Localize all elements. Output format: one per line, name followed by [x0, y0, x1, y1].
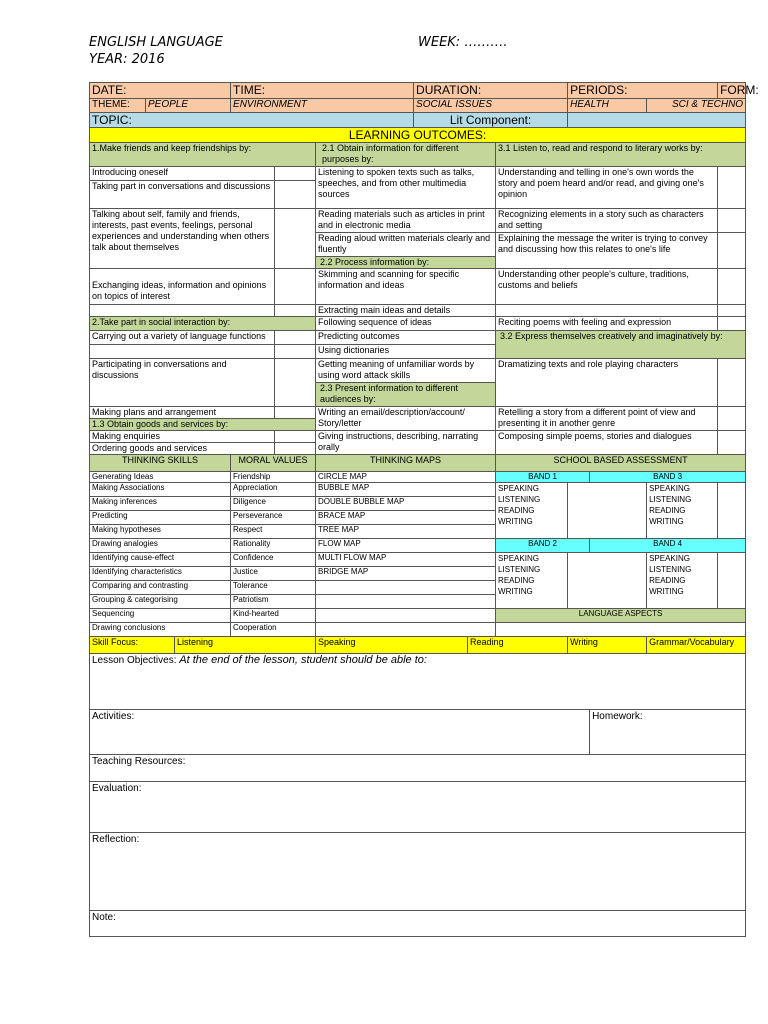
moral-value: Appreciation [231, 483, 316, 497]
thinking-skill: Grouping & categorising [90, 595, 231, 609]
moral-value: Perseverance [231, 511, 316, 525]
band-2-header: BAND 2 [496, 539, 590, 553]
thinking-map: CIRCLE MAP [316, 472, 496, 483]
moral-value: Cooperation [231, 623, 316, 637]
lo-heading-2-1: 2.1 Obtain information for different purposes by: [316, 143, 496, 167]
thinking-map [316, 581, 496, 595]
resources-row [90, 755, 746, 782]
theme-environment[interactable]: ENVIRONMENT [231, 99, 414, 113]
skill-focus-grammar[interactable]: Grammar/Vocabulary [647, 637, 746, 654]
activities-row [90, 710, 746, 755]
thinking-map: BRACE MAP [316, 511, 496, 525]
lo-item: Writing an email/description/account/ Story/letter [316, 407, 496, 431]
thinking-skills-header: THINKING SKILLS [90, 455, 231, 472]
lesson-plan-table [89, 82, 759, 937]
skills-row [90, 472, 746, 483]
lo-item: Introducing oneself [90, 167, 275, 181]
band-1-speaking: SPEAKING [498, 484, 539, 493]
reflection-field[interactable]: Reflection: [90, 833, 746, 911]
lo-item: Reading materials such as articles in print and in electronic media [316, 209, 496, 233]
lo-row [90, 359, 746, 383]
lo-header-row [90, 143, 746, 167]
band-4-speaking: SPEAKING [649, 554, 690, 563]
lo-row [90, 269, 746, 305]
lo-item: Reciting poems with feeling and expression [496, 317, 718, 331]
band-4-skills [647, 553, 718, 609]
sba-header: SCHOOL BASED ASSESSMENT [496, 455, 746, 472]
lo-item: Participating in conversations and discussions [90, 359, 275, 407]
learning-outcomes-title: LEARNING OUTCOMES: [90, 128, 746, 143]
skill-focus-row [90, 637, 746, 654]
band-4-reading: READING [649, 576, 686, 585]
topic-row [90, 113, 746, 128]
lo-item: Exchanging ideas, information and opinions on topics of interest [90, 269, 275, 305]
lo-row [90, 305, 746, 317]
skill-focus-label: Skill Focus: [90, 637, 175, 654]
thinking-map: TREE MAP [316, 525, 496, 539]
moral-value: Respect [231, 525, 316, 539]
theme-social-issues[interactable]: SOCIAL ISSUES [414, 99, 568, 113]
band-2-checkbox[interactable] [568, 553, 647, 609]
thinking-map: BUBBLE MAP [316, 483, 496, 497]
band-2-skills [496, 553, 568, 609]
language-aspects-field[interactable] [496, 623, 746, 637]
moral-value: Diligence [231, 497, 316, 511]
skill-focus-writing[interactable]: Writing [568, 637, 647, 654]
band-4-header: BAND 4 [590, 539, 746, 553]
theme-row [90, 99, 746, 113]
thinking-map [316, 623, 496, 637]
evaluation-row [90, 782, 746, 833]
lo-item: Following sequence of ideas [316, 317, 496, 331]
thinking-map: MULTI FLOW MAP [316, 553, 496, 567]
lo-heading-3-2: 3.2 Express themselves creatively and imaginatively by: [496, 331, 746, 359]
lo-item: Getting meaning of unfamiliar words by using word attack skills [316, 359, 496, 383]
lo-heading-2-3: 2.3 Present information to different audiences by: [316, 383, 496, 407]
moral-value: Tolerance [231, 581, 316, 595]
lo-item: Using dictionaries [316, 345, 496, 359]
lo-row [90, 407, 746, 419]
date-field[interactable]: DATE: [90, 83, 231, 99]
skills-header-row [90, 455, 746, 472]
lo-item: Dramatizing texts and role playing characters [496, 359, 718, 407]
band-1-checkbox[interactable] [568, 483, 647, 539]
band-2-writing: WRITING [498, 587, 533, 596]
lo-item: Skimming and scanning for specific information and ideas [316, 269, 496, 305]
lo-item: Making plans and arrangement [90, 407, 275, 419]
lo-row [90, 331, 746, 345]
teaching-resources-field[interactable]: Teaching Resources: [90, 755, 746, 782]
thinking-skill: Making Associations [90, 483, 231, 497]
lo-item: Explaining the message the writer is trying to convey and discussing how this relates to one's life [496, 233, 718, 269]
band-1-writing: WRITING [498, 517, 533, 526]
moral-value: Rationality [231, 539, 316, 553]
skill-focus-speaking[interactable]: Speaking [316, 637, 468, 654]
lit-component-field[interactable]: Lit Component: [414, 113, 568, 128]
thinking-skill: Identifying characteristics [90, 567, 231, 581]
skills-row [90, 539, 746, 553]
lo-item: Retelling a story from a different point of view and presenting it in another genre [496, 407, 718, 431]
thinking-skill: Generating Ideas [90, 472, 231, 483]
evaluation-field[interactable]: Evaluation: [90, 782, 746, 833]
band-1-skills [496, 483, 568, 539]
lesson-objectives-row [90, 654, 746, 710]
homework-field[interactable]: Homework: [590, 710, 746, 755]
lo-item: Taking part in conversations and discussions [90, 181, 275, 209]
thinking-skill: Predicting [90, 511, 231, 525]
info-row [90, 83, 746, 99]
theme-sci-techno[interactable]: SCI & TECHNO [647, 99, 746, 113]
lesson-objectives-field[interactable] [90, 654, 746, 710]
band-4-listening: LISTENING [649, 565, 692, 574]
skills-row [90, 609, 746, 623]
lo-item: Composing simple poems, stories and dialogues [496, 431, 718, 455]
theme-label: THEME: [90, 99, 146, 113]
thinking-skill: Making inferences [90, 497, 231, 511]
band-2-reading: READING [498, 576, 535, 585]
lo-item: Reading aloud written materials clearly and fluently [316, 233, 496, 257]
theme-health[interactable]: HEALTH [568, 99, 647, 113]
lesson-objectives-text: At the end of the lesson, student should be able to: [179, 654, 427, 666]
duration-field[interactable]: DURATION: [414, 83, 568, 99]
lo-heading-1-3: 1.3 Obtain goods and services by: [90, 419, 316, 431]
lo-row [90, 167, 746, 181]
lo-heading-2: 2.Take part in social interaction by: [90, 317, 316, 331]
lo-item: Making enquiries [90, 431, 275, 443]
lo-item: Talking about self, family and friends, interests, past events, feelings, personal experiences and understanding when others talk about themselves [90, 209, 275, 269]
thinking-skill: Comparing and contrasting [90, 581, 231, 595]
lo-item: Recognizing elements in a story such as characters and setting [496, 209, 718, 233]
band-1-reading: READING [498, 506, 535, 515]
activities-field[interactable]: Activities: [90, 710, 590, 755]
time-field[interactable]: TIME: [231, 83, 414, 99]
lo-item: Understanding and telling in one's own words the story and poem heard and/or read, and giving one's opinion [496, 167, 718, 209]
thinking-skill: Sequencing [90, 609, 231, 623]
band-4-writing: WRITING [649, 587, 684, 596]
periods-field[interactable]: PERIODS: [568, 83, 718, 99]
reflection-row [90, 833, 746, 911]
thinking-skill: Making hypotheses [90, 525, 231, 539]
skills-row [90, 483, 746, 497]
thinking-skill: Identifying cause-effect [90, 553, 231, 567]
lo-heading-1: 1.Make friends and keep friendships by: [90, 143, 316, 167]
lo-row [90, 209, 746, 233]
lo-heading-2-2: 2.2 Process information by: [316, 257, 496, 269]
lo-item: Extracting main ideas and details [316, 305, 496, 317]
thinking-map: DOUBLE BUBBLE MAP [316, 497, 496, 511]
skills-row [90, 553, 746, 567]
band-3-writing: WRITING [649, 517, 684, 526]
theme-people[interactable]: PEOPLE [146, 99, 231, 113]
lo-row [90, 431, 746, 443]
year-label: YEAR: 2016 [89, 52, 165, 67]
lo-item: Ordering goods and services [90, 443, 275, 455]
moral-value: Justice [231, 567, 316, 581]
band-3-listening: LISTENING [649, 495, 692, 504]
subject-title: ENGLISH LANGUAGE [89, 35, 223, 50]
note-field[interactable]: Note: [90, 911, 746, 937]
lo-item: Carrying out a variety of language functions [90, 331, 275, 345]
topic-field[interactable]: TOPIC: [90, 113, 414, 128]
band-3-checkbox[interactable] [718, 483, 746, 539]
form-field[interactable]: FORM: [718, 83, 746, 99]
band-2-speaking: SPEAKING [498, 554, 539, 563]
moral-value: Patriotism [231, 595, 316, 609]
skill-focus-listening[interactable]: Listening [175, 637, 316, 654]
lo-item: Listening to spoken texts such as talks, speeches, and from other multimedia sources [316, 167, 496, 209]
band-1-header: BAND 1 [496, 472, 590, 483]
band-4-checkbox[interactable] [718, 553, 746, 609]
band-3-reading: READING [649, 506, 686, 515]
band-3-skills [647, 483, 718, 539]
band-1-listening: LISTENING [498, 495, 541, 504]
thinking-skill: Drawing analogies [90, 539, 231, 553]
lit-component-value[interactable] [568, 113, 746, 128]
thinking-map: FLOW MAP [316, 539, 496, 553]
thinking-skill: Drawing conclusions [90, 623, 231, 637]
lo-row [90, 317, 746, 331]
thinking-map: BRIDGE MAP [316, 567, 496, 581]
lesson-objectives-label: Lesson Objectives: [92, 655, 177, 666]
lo-heading-3-1: 3.1 Listen to, read and respond to literary works by: [496, 143, 746, 167]
skill-focus-reading[interactable]: Reading [468, 637, 568, 654]
thinking-map [316, 595, 496, 609]
lo-item: Predicting outcomes [316, 331, 496, 345]
week-label: WEEK: ………. [418, 35, 508, 50]
language-aspects-header: LANGUAGE ASPECTS [496, 609, 746, 623]
learning-outcomes-title-row [90, 128, 746, 143]
thinking-map [316, 609, 496, 623]
moral-value: Friendship [231, 472, 316, 483]
moral-value: Kind-hearted [231, 609, 316, 623]
band-3-speaking: SPEAKING [649, 484, 690, 493]
band-3-header: BAND 3 [590, 472, 746, 483]
skills-row [90, 623, 746, 637]
thinking-maps-header: THINKING MAPS [316, 455, 496, 472]
moral-value: Confidence [231, 553, 316, 567]
lesson-plan-form [89, 82, 759, 937]
lo-item: Understanding other people's culture, traditions, customs and beliefs [496, 269, 718, 305]
band-2-listening: LISTENING [498, 565, 541, 574]
note-row [90, 911, 746, 937]
lo-item: Giving instructions, describing, narrating orally [316, 431, 496, 455]
moral-values-header: MORAL VALUES [231, 455, 316, 472]
